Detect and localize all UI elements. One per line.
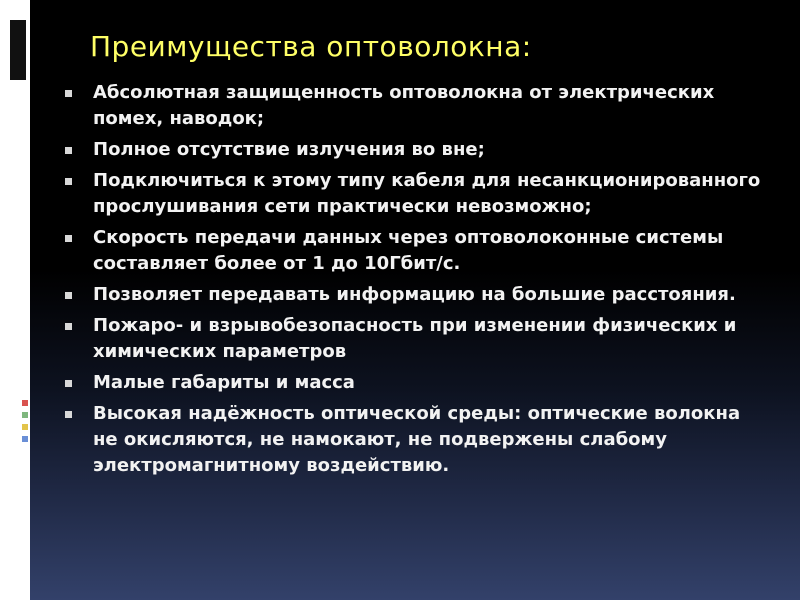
list-item bbox=[65, 225, 765, 277]
list-item-text: Высокая надёжность оптической среды: оптические волокна не окисляются, не намокают, не подвержены слабому электромагнитному воздействию. bbox=[93, 403, 741, 476]
list-item-text: Подключиться к этому типу кабеля для несанкционированного прослушивания сети практически невозможно; bbox=[93, 170, 761, 217]
list-item bbox=[65, 137, 765, 163]
list-item bbox=[65, 282, 765, 308]
bullet-icon bbox=[65, 323, 72, 330]
list-item-text: Пожаро- и взрывобезопасность при изменении физических и химических параметров bbox=[93, 315, 737, 362]
bullet-icon bbox=[65, 380, 72, 387]
decoration-square bbox=[22, 412, 28, 418]
list-item bbox=[65, 80, 765, 132]
bullet-icon bbox=[65, 90, 72, 97]
bullet-icon bbox=[65, 147, 72, 154]
list-item-text: Скорость передачи данных через оптоволоконные системы составляет более от 1 до 10Гбит/с. bbox=[93, 227, 724, 274]
decoration-square bbox=[22, 436, 28, 442]
slide bbox=[30, 0, 800, 600]
bullet-icon bbox=[65, 178, 72, 185]
slide-title: Преимущества оптоволокна: bbox=[90, 30, 532, 63]
list-item bbox=[65, 168, 765, 220]
list-item-text: Позволяет передавать информацию на большие расстояния. bbox=[93, 284, 736, 305]
decoration-square bbox=[22, 424, 28, 430]
list-item-text: Полное отсутствие излучения во вне; bbox=[93, 139, 485, 160]
list-item-text: Малые габариты и масса bbox=[93, 372, 355, 393]
list-item-text: Абсолютная защищенность оптоволокна от электрических помех, наводок; bbox=[93, 82, 715, 129]
list-item bbox=[65, 370, 765, 396]
bullet-list bbox=[65, 80, 765, 484]
decoration-bar bbox=[10, 20, 26, 80]
list-item bbox=[65, 401, 765, 479]
list-item bbox=[65, 313, 765, 365]
bullet-icon bbox=[65, 292, 72, 299]
bullet-icon bbox=[65, 235, 72, 242]
decoration-square bbox=[22, 400, 28, 406]
slide-left-decoration bbox=[0, 0, 30, 600]
bullet-icon bbox=[65, 411, 72, 418]
